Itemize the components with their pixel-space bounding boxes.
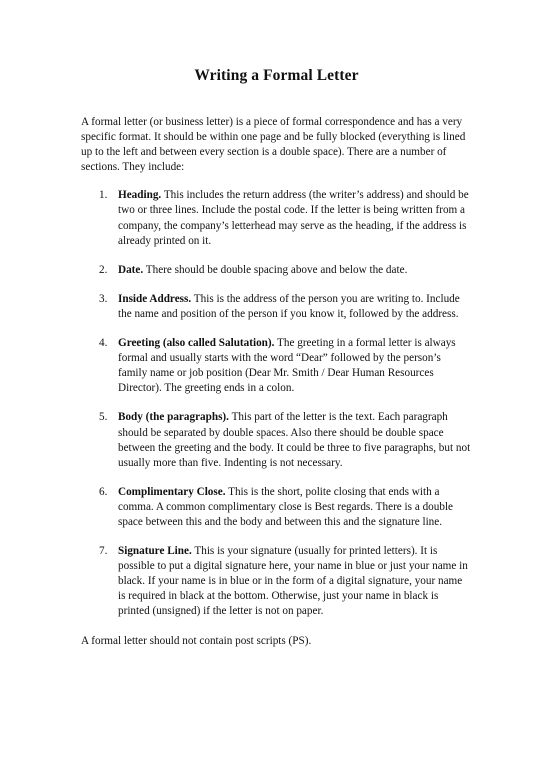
section-number: 4. xyxy=(99,337,108,350)
section-number: 7. xyxy=(99,545,108,558)
section-heading: Complimentary Close. xyxy=(118,485,226,498)
section-text: This part of the letter is the text. Each paragraph should be separated by double spaces. Also there should be double space between the greeting and the body. It could be three to five paragraphs, but not usually more than five. Indenting is not necessary. xyxy=(118,411,471,469)
section-item-date xyxy=(81,263,472,278)
section-heading: Signature Line. xyxy=(118,545,192,558)
section-text: This includes the return address (the writer’s address) and should be two or three lines. Include the postal code. If the letter is being written from a company, the company’s letterhead may serve as the heading, if the address is already printed on it. xyxy=(118,189,469,247)
section-item-complimentary-close xyxy=(81,485,472,530)
document-title: Writing a Formal Letter xyxy=(194,67,359,84)
sections-list xyxy=(81,188,472,619)
section-heading: Body (the paragraphs). xyxy=(118,411,229,424)
section-text: The greeting in a formal letter is always formal and usually starts with the word “Dear” followed by the person’s family name or job position (Dear Mr. Smith / Dear Human Resources Director). The greeting ends in a colon. xyxy=(118,337,456,395)
section-number: 6. xyxy=(99,485,108,498)
closing-paragraph: A formal letter should not contain post scripts (PS). xyxy=(81,634,312,647)
intro-paragraph: A formal letter (or business letter) is a piece of formal correspondence and has a very specific format. It should be within one page and be fully blocked (everything is lined up to the left and between every section is a double space). There are a number of sections. They include: xyxy=(81,116,466,174)
section-item-greeting xyxy=(81,336,472,396)
section-item-body xyxy=(81,410,472,470)
section-text: This is the short, polite closing that ends with a comma. A common complimentary close is Best regards. There is a double space between this and the body and between this and the signature line. xyxy=(118,485,454,528)
section-heading: Date. xyxy=(118,263,144,276)
section-text: There should be double spacing above and below the date. xyxy=(145,263,408,276)
section-number: 5. xyxy=(99,411,108,424)
section-number: 2. xyxy=(99,263,108,276)
section-text: This is your signature (usually for printed letters). It is possible to put a digital signature here, your name in blue or just your name in black. If your name is in blue or in the form of a digital signature, your name is required in black at the bottom. Otherwise, just your name in black is printed (unsigned) if the letter is not on paper. xyxy=(118,545,468,618)
section-number: 3. xyxy=(99,292,108,305)
section-text: This is the address of the person you are writing to. Include the name and position of the person if you know it, followed by the address. xyxy=(118,292,460,320)
section-item-inside-address xyxy=(81,292,472,322)
section-heading: Inside Address. xyxy=(118,292,192,305)
section-heading: Greeting (also called Salutation). xyxy=(118,337,275,350)
section-heading: Heading. xyxy=(118,189,162,202)
section-number: 1. xyxy=(99,189,108,202)
section-item-signature-line xyxy=(81,544,472,619)
section-item-heading xyxy=(81,188,472,248)
